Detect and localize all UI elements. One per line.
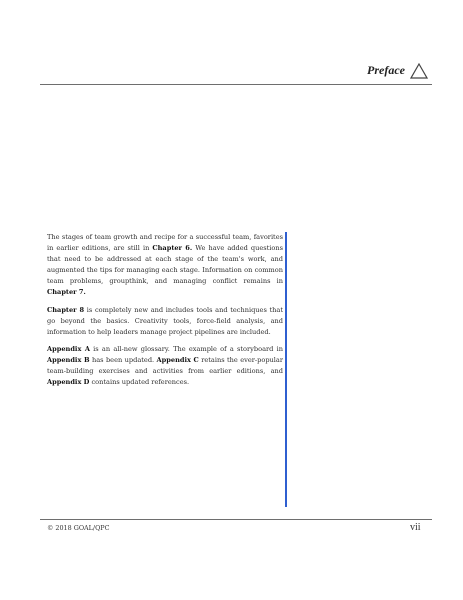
- copyright: © 2018 GOAL/QPC: [47, 524, 110, 532]
- paragraph-2: [47, 305, 283, 338]
- chapter-6-reference: Chapter 6.: [152, 244, 193, 253]
- page-title: Preface: [367, 63, 405, 77]
- paragraph-3: [47, 344, 283, 388]
- paragraph-text: has been updated.: [89, 355, 157, 364]
- appendix-a-reference: Appendix A: [47, 344, 90, 353]
- paragraph-text: We have added questions that need to be addressed at each stage of the team's work, and augmented the tips for managing each stage. Information on common team problems, groupthink, and managing conflict remains in: [47, 244, 283, 286]
- chapter-7-reference: Chapter 7.: [47, 288, 86, 297]
- page-number: vii: [410, 522, 421, 533]
- paragraph-text: is an all-new glossary. The example of a storyboard in: [89, 344, 283, 353]
- paragraph-text: retains the ever-popular team-building exercises and activities from earlier editions, and: [47, 355, 283, 376]
- triangle-icon: [410, 63, 428, 79]
- paragraph-text: contains updated references.: [89, 378, 190, 387]
- footer-rule: [40, 519, 432, 520]
- body-text: [47, 232, 283, 394]
- appendix-b-reference: Appendix B: [47, 355, 90, 364]
- paragraph-text: is completely new and includes tools and techniques that go beyond the basics. Creativity tools, force-field analysis, and information to help leaders manage project pipelines are included.: [47, 305, 283, 336]
- appendix-c-reference: Appendix C: [156, 355, 199, 364]
- appendix-d-reference: Appendix D: [47, 378, 90, 387]
- paragraph-text: The stages of team growth and recipe for a successful team, favorites in earlier editions, are still in: [47, 233, 283, 253]
- change-bar: [285, 232, 287, 507]
- chapter-8-reference: Chapter 8: [47, 305, 85, 314]
- paragraph-1: [47, 232, 283, 299]
- header-rule: [40, 84, 432, 85]
